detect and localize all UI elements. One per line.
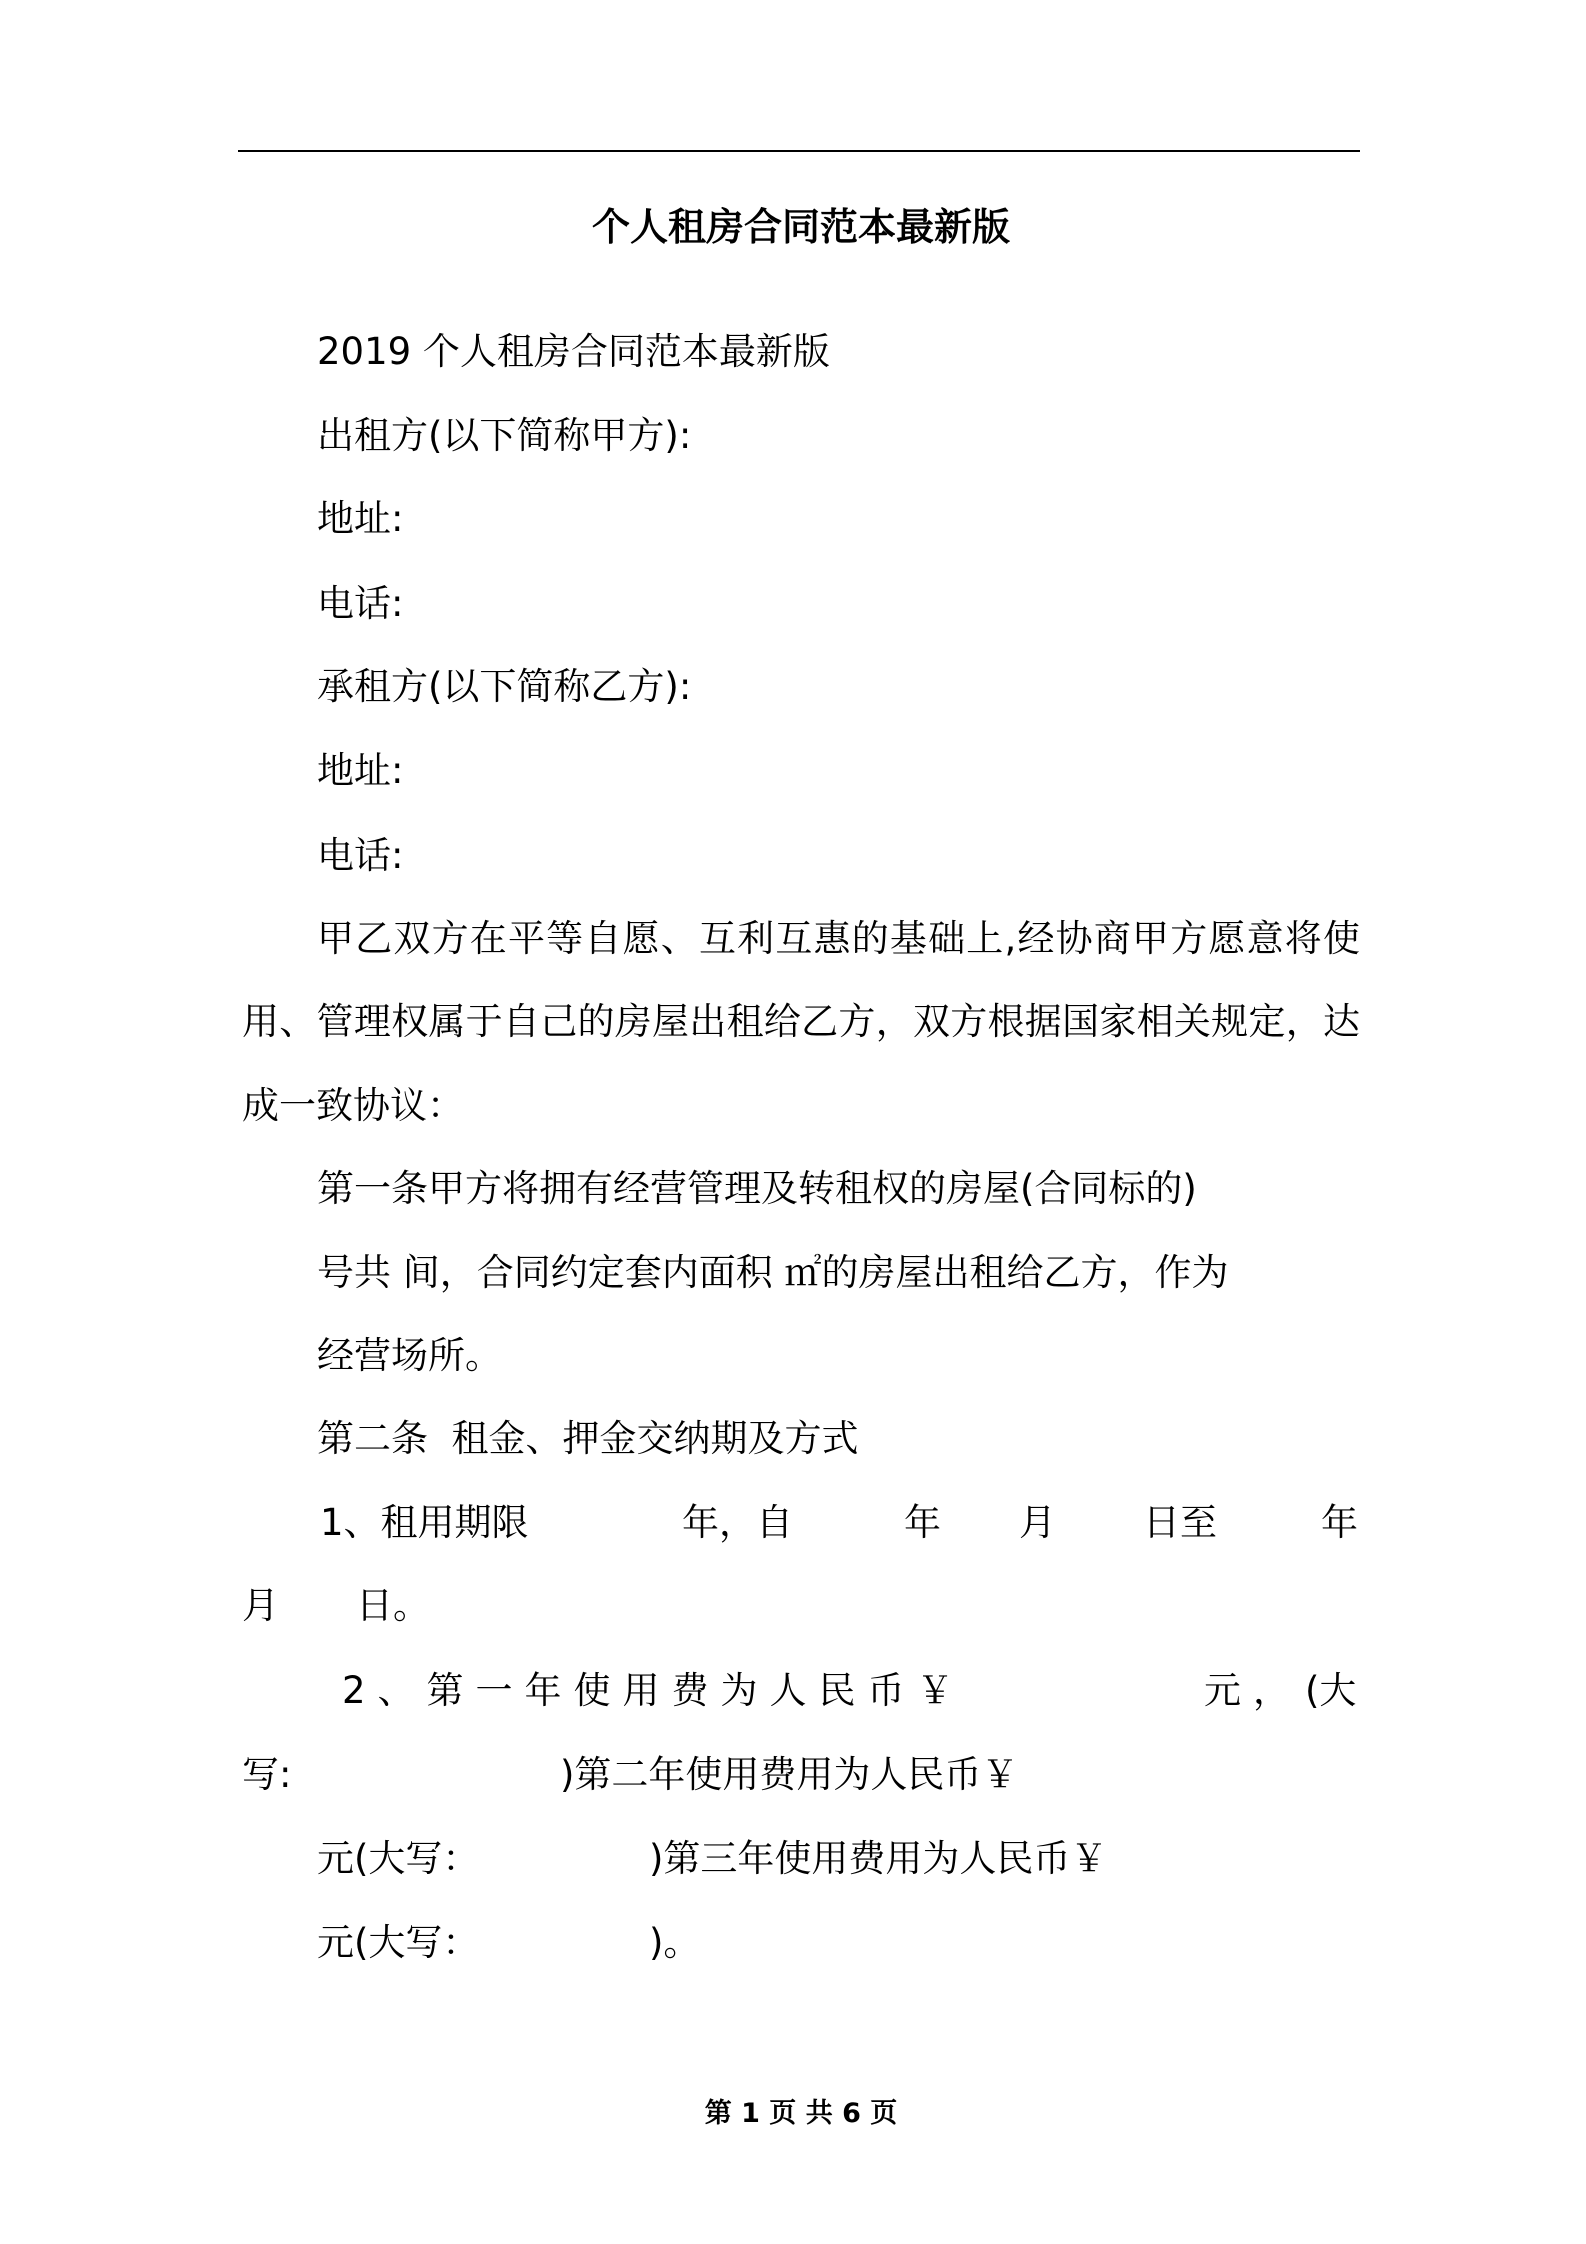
lease-term-segment: 年 (904, 1501, 941, 1544)
contract-heading: 2019 个人租房合同范本最新版 (317, 330, 830, 373)
lease-term-segment: 日。 (356, 1584, 430, 1627)
fee-segment: 元(大写： (317, 1921, 480, 1964)
article1-line: 第一条甲方将拥有经营管理及转租权的房屋(合同标的) (317, 1167, 1197, 1210)
lease-term-segment: 日至 (1143, 1501, 1217, 1544)
fee-segment: (大 (1305, 1669, 1357, 1712)
fee-segment: )第三年使用费用为人民币￥ (649, 1837, 1108, 1880)
fee-segment: 元， (1204, 1669, 1302, 1712)
lease-term-segment: 月 (1019, 1501, 1056, 1544)
fee-segment: 元(大写： (317, 1837, 480, 1880)
lessor-address-label: 地址: (317, 497, 404, 540)
lease-term-segment: 1、租用期限 (320, 1501, 529, 1544)
lease-term-segment: 月 (242, 1584, 279, 1627)
fee-segment: 写: (242, 1753, 292, 1796)
lessee-label: 承租方(以下简称乙方): (317, 665, 692, 708)
lessor-label: 出租方(以下简称甲方): (317, 414, 692, 457)
preamble-line: 成一致协议： (242, 1084, 464, 1127)
article2-heading: 第二条 租金、押金交纳期及方式 (317, 1417, 859, 1460)
fee-segment: )第二年使用费用为人民币￥ (560, 1753, 1019, 1796)
fee-line (0, 1834, 1586, 1884)
fee-line (0, 1750, 1586, 1800)
lease-term-segment: 年 (1321, 1501, 1358, 1544)
lease-term-segment: 年，自 (682, 1501, 793, 1544)
lessee-phone-label: 电话: (317, 834, 404, 877)
document-title: 个人租房合同范本最新版 (591, 205, 1010, 249)
lease-term-line (0, 1498, 1586, 1548)
lessor-phone-label: 电话: (317, 582, 404, 625)
article1-line: 经营场所。 (317, 1334, 502, 1377)
lease-term-line (0, 1581, 1586, 1631)
preamble-line: 甲乙双方在平等自愿、互利互惠的基础上,经协商甲方愿意将使 (317, 917, 1360, 960)
fee-segment: )。 (649, 1921, 701, 1964)
header-rule (238, 150, 1360, 152)
page-number-footer: 第 1 页 共 6 页 (704, 2098, 898, 2129)
fee-line (0, 1666, 1586, 1716)
article1-line: 号共 间，合同约定套内面积 ㎡的房屋出租给乙方，作为 (317, 1251, 1229, 1294)
lessee-address-label: 地址: (317, 749, 404, 792)
fee-line (0, 1918, 1586, 1968)
preamble-line: 用、管理权属于自己的房屋出租给乙方，双方根据国家相关规定，达 (242, 1000, 1360, 1043)
fee-segment: 2、第一年使用费为人民币￥ (342, 1669, 966, 1712)
